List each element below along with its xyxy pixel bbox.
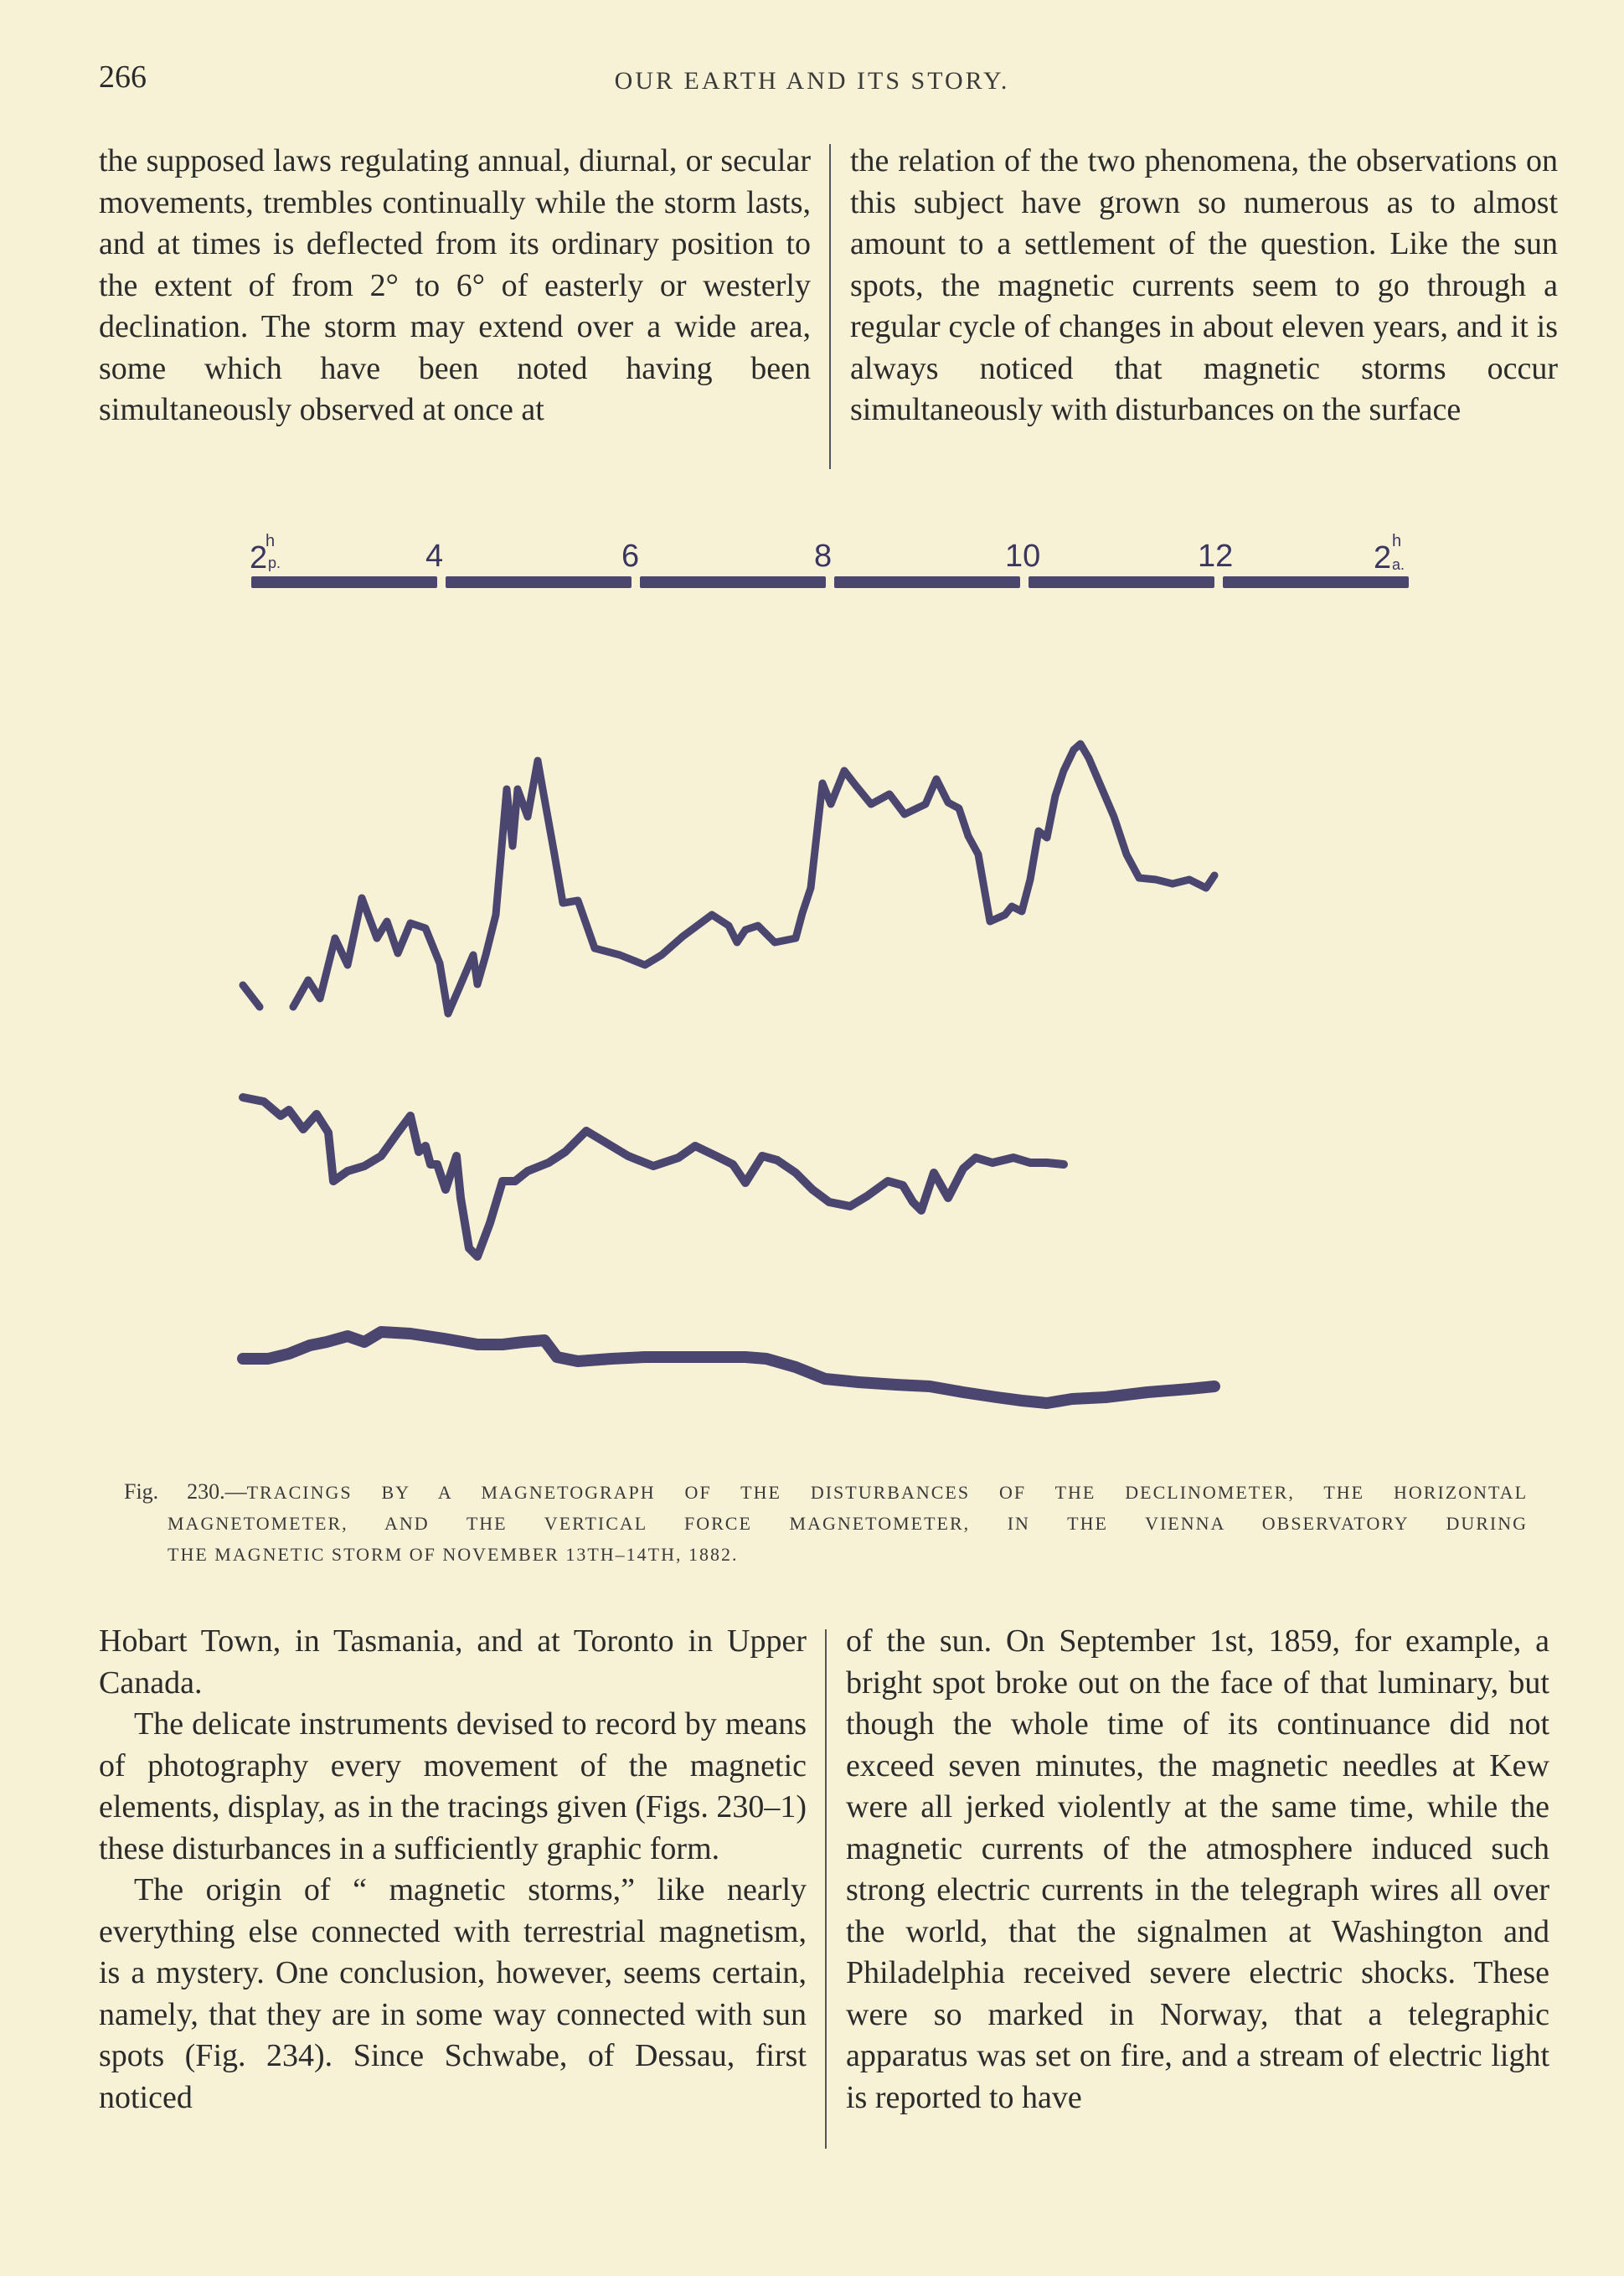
time-scale-bar <box>251 576 1409 588</box>
time-label-8: 8 <box>814 539 833 574</box>
caption-line: THE MAGNETIC STORM OF NOVEMBER 13TH–14TH, 1882. <box>168 1544 739 1565</box>
time-sub-a: a. <box>1392 556 1405 573</box>
horizontal-magnetometer-tracing <box>243 1097 1064 1257</box>
time-label-2p: 2 <box>250 540 268 575</box>
column-divider <box>829 144 831 469</box>
paragraph: Hobart Town, in Tasmania, and at Toronto in Upper Canada. <box>99 1623 807 1701</box>
page-header <box>99 59 1525 101</box>
time-sup-h: h <box>1392 532 1402 550</box>
time-label-12: 12 <box>1198 539 1234 574</box>
paragraph: the relation of the two phenomena, the observations on this subject have grown so numerous as to almost amount to a settlement of the question. Like the sun spots, the magnetic currents seem to go through a regular cycle of changes in about eleven years, and it is always noticed that magnetic storms occur simultaneously with disturbances on the surface <box>850 143 1558 427</box>
magnetograph-figure <box>226 519 1424 1466</box>
magnetograph-tracings <box>226 519 1424 1466</box>
figure-label: Fig. 230.— <box>124 1479 247 1504</box>
vertical-force-magnetometer-tracing <box>243 1332 1214 1403</box>
bottom-left-column <box>99 1621 807 2119</box>
figure-caption <box>124 1476 1528 1570</box>
top-left-column <box>99 141 811 431</box>
page-number: 266 <box>99 59 147 95</box>
top-right-column <box>850 141 1558 431</box>
time-sub-p: p. <box>268 555 281 571</box>
time-sup-h: h <box>266 532 276 550</box>
paragraph: of the sun. On September 1st, 1859, for example, a bright spot broke out on the face of that luminary, but though the whole time of its continuance did not exceed seven minutes, the magnetic needles at Kew were all jerked violently at the same time, while the magnetic currents of the atmosphere induced such strong electric currents in the telegraph wires all over the world, that the signalmen at Washington and Philadelphia received severe electric shocks. These were so marked in Norway, that a telegraphic apparatus was set on fire, and a stream of electric light is reported to have <box>846 1623 1549 2115</box>
paragraph: The delicate instruments devised to record by means of photography every movement of the magnetic elements, display, as in the tracings given (Figs. 230–1) these disturbances in a sufficiently graphic form. <box>99 1706 807 1866</box>
caption-line: TRACINGS BY A MAGNETOGRAPH OF THE DISTURBANCES OF THE DECLINOMETER, THE HORIZONTAL <box>246 1482 1529 1503</box>
column-divider <box>825 1629 827 2149</box>
paragraph: The origin of “ magnetic storms,” like nearly everything else connected with terrestrial magnetism, is a mystery. One conclusion, however, seems certain, namely, that they are in some way connected with sun spots (Fig. 234). Since Schwabe, of Dessau, first noticed <box>99 1872 807 2115</box>
declinometer-tracing <box>243 744 1214 1014</box>
time-label-4: 4 <box>425 539 444 574</box>
running-title: OUR EARTH AND ITS STORY. <box>614 67 1010 95</box>
time-label-6: 6 <box>621 539 640 574</box>
bottom-right-column <box>846 1621 1549 2119</box>
paragraph: the supposed laws regulating annual, diurnal, or secular movements, trembles continually while the storm lasts, and at times is deflected from its ordinary position to the extent of from 2° to 6° of easterly or westerly declination. The storm may extend over a wide area, some which have been noted having been simultaneously observed at once at <box>99 143 811 427</box>
caption-line: MAGNETOMETER, AND THE VERTICAL FORCE MAGNETOMETER, IN THE VIENNA OBSERVATORY DURING <box>168 1513 1528 1534</box>
time-label-10: 10 <box>1005 539 1041 574</box>
time-label-2a: 2 <box>1374 540 1392 575</box>
